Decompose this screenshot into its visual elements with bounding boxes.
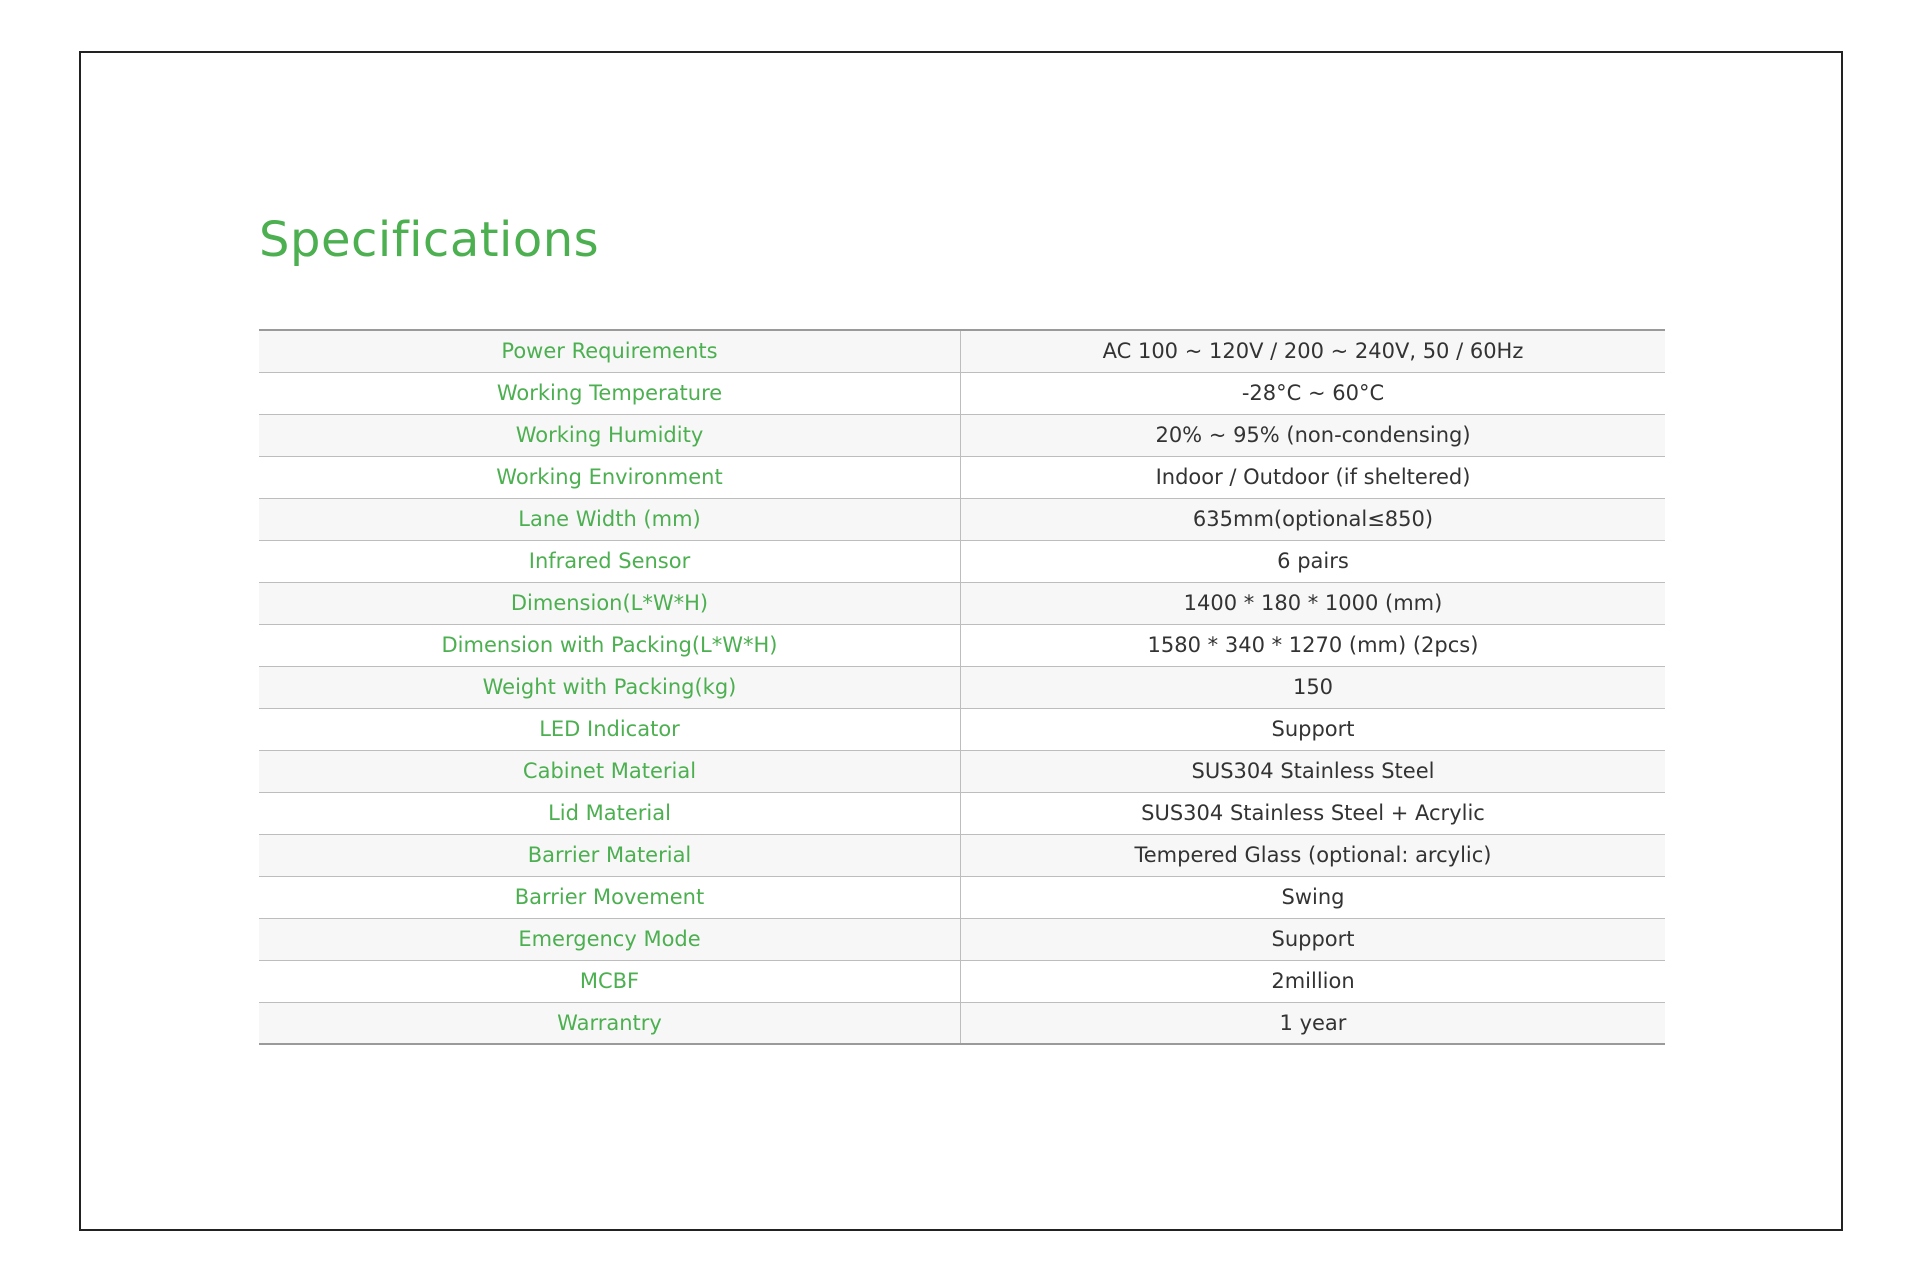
spec-value: Support: [1271, 927, 1355, 951]
table-row: [259, 834, 1665, 876]
spec-label: Lane Width (mm): [259, 498, 961, 540]
spec-value: 20% ~ 95% (non-condensing): [1155, 423, 1471, 447]
table-row: [259, 876, 1665, 918]
table-row: [259, 708, 1665, 750]
spec-value: Tempered Glass (optional: arcylic): [1134, 843, 1492, 867]
spec-label: Barrier Material: [259, 834, 961, 876]
table-row: [259, 540, 1665, 582]
spec-value: 1 year: [1279, 1010, 1347, 1035]
spec-value: Indoor / Outdoor (if sheltered): [1155, 465, 1471, 489]
table-row: [259, 792, 1665, 834]
spec-label: Dimension with Packing(L*W*H): [259, 624, 961, 666]
table-row: [259, 330, 1665, 372]
spec-value: 1580 * 340 * 1270 (mm) (2pcs): [1147, 633, 1479, 657]
table-row: [259, 918, 1665, 960]
spec-label: Lid Material: [259, 792, 961, 834]
spec-label: Working Humidity: [259, 414, 961, 456]
spec-label: Emergency Mode: [259, 918, 961, 960]
spec-value: Support: [1271, 717, 1355, 741]
spec-label: Cabinet Material: [259, 750, 961, 792]
spec-value: SUS304 Stainless Steel: [1191, 759, 1435, 783]
table-row: [259, 750, 1665, 792]
table-row: [259, 582, 1665, 624]
spec-value: 150: [1292, 675, 1334, 699]
spec-label: Warrantry: [259, 1002, 961, 1044]
page-title: Specifications: [259, 212, 600, 268]
table-row: [259, 666, 1665, 708]
spec-value: Swing: [1281, 885, 1345, 909]
table-row: [259, 498, 1665, 540]
spec-label: Dimension(L*W*H): [259, 582, 961, 624]
spec-label: MCBF: [259, 960, 961, 1002]
spec-label: Working Environment: [259, 456, 961, 498]
table-row: [259, 414, 1665, 456]
spec-label: Barrier Movement: [259, 876, 961, 918]
spec-value: 1400 * 180 * 1000 (mm): [1183, 591, 1443, 615]
spec-label: Power Requirements: [259, 330, 961, 372]
spec-value: 2million: [1271, 969, 1355, 993]
spec-value: AC 100 ~ 120V / 200 ~ 240V, 50 / 60Hz: [1102, 339, 1524, 364]
specifications-table: [259, 329, 1665, 1045]
spec-label: Working Temperature: [259, 372, 961, 414]
spec-label: Weight with Packing(kg): [259, 666, 961, 708]
spec-value: -28°C ~ 60°C: [1241, 381, 1385, 405]
table-row: [259, 624, 1665, 666]
table-row: [259, 456, 1665, 498]
spec-value: 6 pairs: [1277, 549, 1349, 573]
spec-value: 635mm(optional≤850): [1192, 507, 1434, 531]
table-row: [259, 1002, 1665, 1044]
spec-value: SUS304 Stainless Steel + Acrylic: [1141, 801, 1485, 825]
table-row: [259, 960, 1665, 1002]
table-row: [259, 372, 1665, 414]
spec-label: LED Indicator: [259, 708, 961, 750]
spec-label: Infrared Sensor: [259, 540, 961, 582]
